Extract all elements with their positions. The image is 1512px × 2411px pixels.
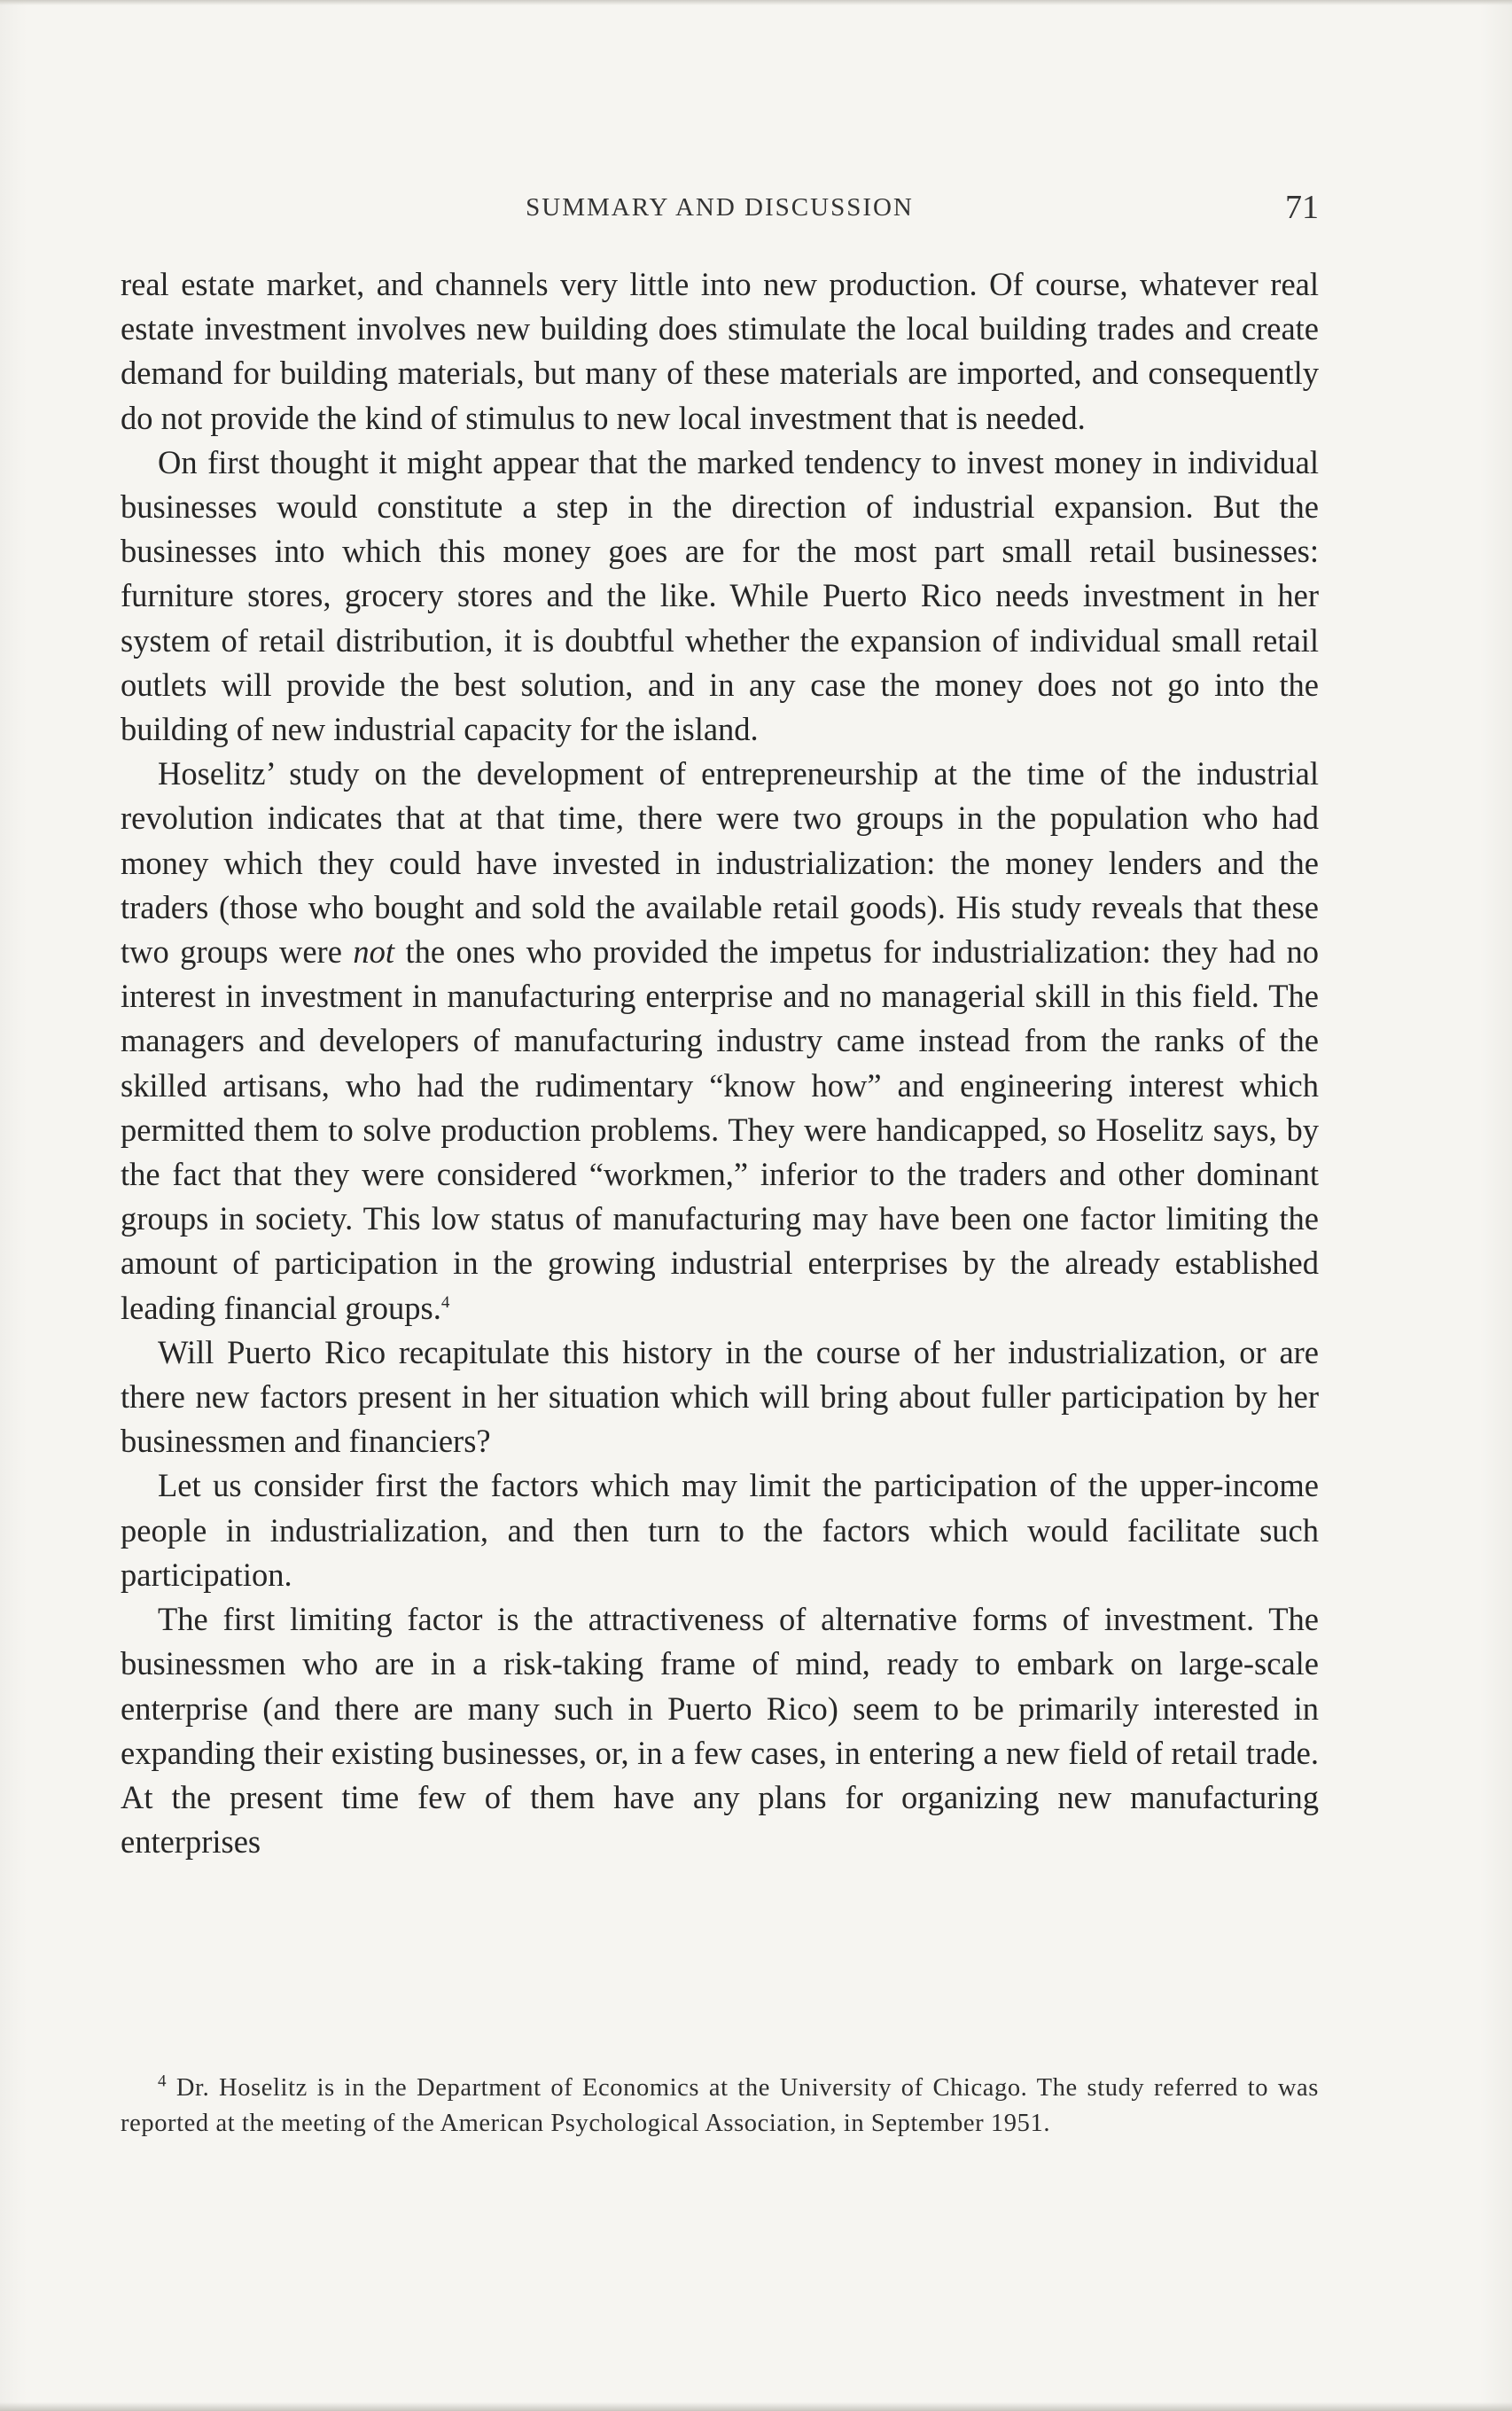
body-text: [121, 262, 1319, 1864]
paragraph-2: On first thought it might appear that the marked tendency to invest money in individual businesses would constitute a step in the direction of industrial expansion. But the businesses into which this money goes are for the most part small retail businesses: furniture stores, grocery stores and the like. While Puerto Rico needs investment in her system of retail distribution, it is doubtful whether the expansion of individual small retail outlets will provide the best solution, and in any case the money does not go into the building of new industrial capacity for the island.: [121, 443, 1319, 748]
page-number: 71: [1285, 189, 1319, 226]
paragraph-5: Let us consider first the factors which may limit the participation of the upper-income people in industrialization, and then turn to the factors which would facilitate such participation.: [121, 1467, 1319, 1593]
paragraph-1: real estate market, and channels very little into new production. Of course, whatever real estate investment involves new building does stimulate the local building trades and create demand for building materials, but many of these materials are imported, and consequently do not provide the kind of stimulus to new local investment that is needed.: [121, 266, 1319, 436]
page-header: [121, 188, 1319, 241]
footnote: [121, 2071, 1319, 2142]
page-bottom-edge: [0, 2402, 1512, 2411]
page-top-edge: [0, 0, 1512, 5]
paragraph-6: The first limiting factor is the attractiveness of alternative forms of investment. The businessmen who are in a risk-taking frame of mind, ready to embark on large-scale enterprise (and there are many such in Puerto Rico) seem to be primarily interested in expanding their existing businesses, or, in a few cases, in entering a new field of retail trade. At the present time few of them have any plans for organizing new manufacturing enterprises: [121, 1601, 1319, 1861]
running-head: SUMMARY AND DISCUSSION: [526, 193, 914, 222]
footnote-marker: 4: [158, 2072, 168, 2091]
footnote-text: Dr. Hoselitz is in the Department of Economics at the University of Chicago. The study referred to was reported at the meeting of the American Psychological Association, in September 1951.: [121, 2074, 1319, 2137]
emphasis-not: not: [353, 933, 394, 971]
footnote-reference: 4: [440, 1292, 450, 1312]
paragraph-3: [121, 752, 1319, 1330]
paragraph-4: Will Puerto Rico recapitulate this history in the course of her industrialization, or are there new factors present in her situation which will bring about fuller participation by her businessmen and financiers?: [121, 1333, 1319, 1460]
paragraph-3-text-start: Hoselitz’ study on the development of entrepreneurship at the time of the industrial revolution indicates that at that time, there were two groups in the population who had money which they could have invested in industrialization: the money lenders and the traders (those who bought and sold the available retail goods). His study reveals that these two groups were: [121, 755, 1319, 971]
footnotes: [121, 2071, 1319, 2142]
paragraph-3-text-end: the ones who provided the impetus for industrialization: they had no interest in investment in manufacturing enterprise and no managerial skill in this field. The managers and developers of manufacturing industry came instead from the ranks of the skilled artisans, who had the rudimentary “know how” and engineering interest which permitted them to solve production problems. They were handicapped, so Hoselitz says, by the fact that they were considered “workmen,” inferior to the traders and other dominant groups in society. This low status of manufacturing may have been one factor limiting the amount of participation in the growing industrial enterprises by the already established leading financial groups.: [121, 933, 1319, 1326]
